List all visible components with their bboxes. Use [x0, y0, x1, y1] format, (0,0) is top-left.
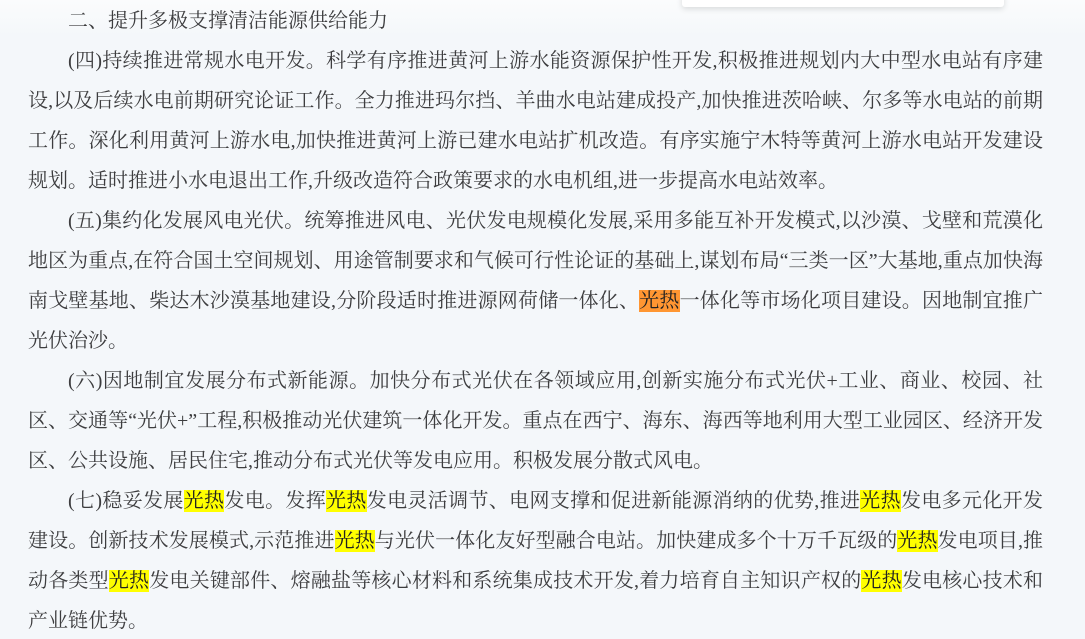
para-6	[28, 361, 1043, 481]
text-segment: 发电关键部件、熔融盐等核心材料和系统集成技术开发,着力培育自主知识产权的	[149, 570, 862, 592]
text-segment: (五)集约化发展风电光伏。统筹推进风电、光伏发电规模化发展,采用多能互补开发模式,以沙漠、戈壁和荒漠化地区为重点,在符合国土空间规划、用途管制要求和气候可行性论证的基础上,谋划布局“三类一区”大基地,重点加快海南戈壁基地、柴达木沙漠基地建设,分阶段适时推进源网荷储一体化、	[28, 210, 1043, 312]
search-match-highlight: 光热	[334, 530, 375, 552]
text-segment: 发电项目,推动各类型	[28, 530, 1044, 592]
search-match-highlight: 光热	[183, 490, 225, 512]
text-segment: 与光伏一体化友好型融合电站。加快建成多个十万千瓦级的	[374, 530, 898, 552]
search-match-highlight: 光热	[897, 530, 938, 552]
para-7	[28, 481, 1043, 639]
section-heading: 二、提升多极支撑清洁能源供给能力	[68, 10, 388, 32]
text-segment: (四)持续推进常规水电开发。科学有序推进黄河上游水能资源保护性开发,积极推进规划内大中型水电站有序建设,以及后续水电前期研究论证工作。全力推进玛尔挡、羊曲水电站建成投产,加快推进茨哈峡、尔多等水电站的前期工作。深化利用黄河上游水电,加快推进黄河上游已建水电站扩机改造。有序实施宁木特等黄河上游水电站开发建设规划。适时推进小水电退出工作,升级改造符合政策要求的水电机组,进一步提高水电站效率。	[28, 50, 1043, 192]
text-segment: 发电。发挥	[224, 490, 327, 512]
text-segment: (六)因地制宜发展分布式新能源。加快分布式光伏在各领域应用,创新实施分布式光伏+工业、商业、校园、社区、交通等“光伏+”工程,积极推动光伏建筑一体化开发。重点在西宁、海东、海西等地利用大型工业园区、经济开发区、公共设施、居民住宅,推动分布式光伏等发电应用。积极发展分散式风电。	[28, 370, 1043, 472]
search-match-active-highlight: 光热	[639, 290, 680, 312]
text-segment: 发电核心技术和产业链优势。	[28, 570, 1044, 632]
text-segment: (七)稳妥发展	[68, 490, 184, 512]
text-segment: 一体化等市场化项目建设。因地制宜推广光伏治沙。	[28, 290, 1044, 352]
search-match-highlight: 光热	[326, 490, 367, 512]
search-match-highlight: 光热	[108, 570, 150, 592]
para-5	[28, 201, 1043, 361]
text-segment: 发电灵活调节、电网支撑和促进新能源消纳的优势,推进	[366, 490, 861, 512]
para-4	[28, 41, 1043, 201]
text-segment: 发电多元化开发建设。创新技术发展模式,示范推进	[28, 490, 1044, 552]
search-match-highlight: 光热	[861, 570, 902, 592]
search-match-highlight: 光热	[860, 490, 901, 512]
